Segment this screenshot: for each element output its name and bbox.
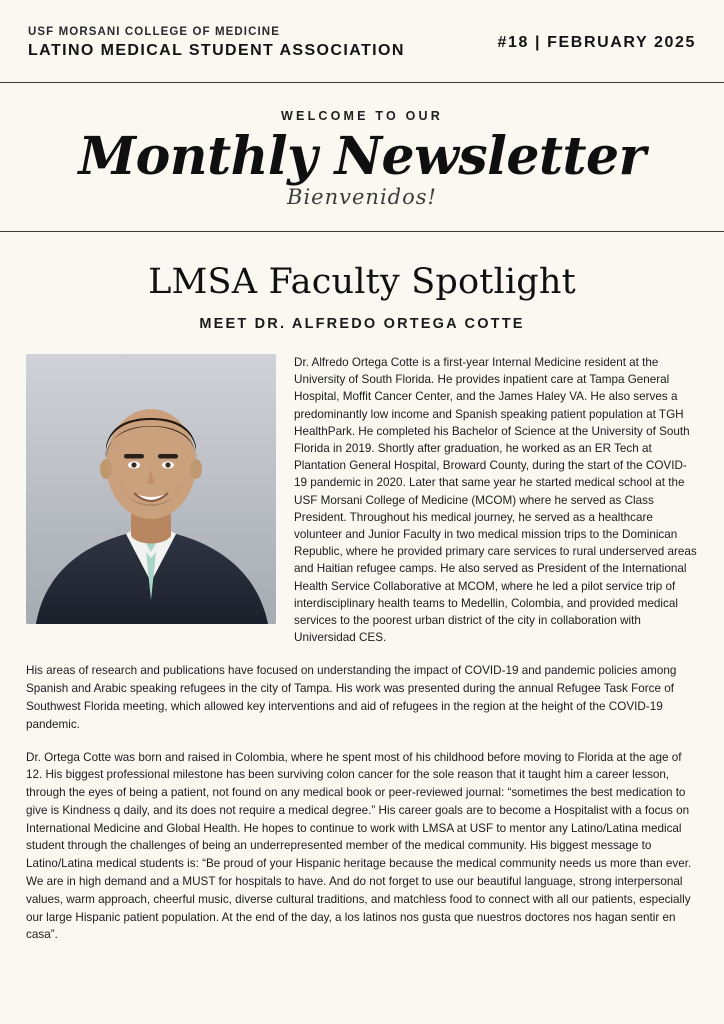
masthead bbox=[0, 0, 724, 83]
brand-line-association: LATINO MEDICAL STUDENT ASSOCIATION bbox=[28, 42, 405, 59]
intro-paragraph: Dr. Alfredo Ortega Cotte is a first-year Internal Medicine resident at the University of South Florida. He provides inpatient care at Tampa General Hospital, Moffit Cancer Center, and the James Haley VA. He also serves a predominantly low income and Spanish speaking patient population at TGH HealthPark. He completed his Bachelor of Science at the University of South Florida in 2019. Shortly after graduation, he worked as an ER Tech at Plantation General Hospital, Broward County, during the start of the COVID-19 pandemic in 2020. Later that same year he started medical school at the USF Morsani College of Medicine (MCOM) where he served as Class President. Throughout his medical journey, he served as a healthcare volunteer and Junior Faculty in two medical mission trips to the Dominican Republic, where he provided primary care services to rural underserved areas and Haitian refugee camps. He also served as President of the International Health Service Collaborative at MCOM, where he led a pilot service trip of interdisciplinary health teams to Medellin, Colombia, and provided medical services to the poorest urban district of the city in collaboration with Universidad CES. bbox=[294, 356, 697, 645]
portrait-image bbox=[26, 354, 276, 624]
organization-brand bbox=[28, 26, 405, 60]
article-subtitle: MEET DR. ALFREDO ORTEGA COTTE bbox=[199, 316, 525, 332]
body-paragraph-3: Dr. Ortega Cotte was born and raised in Colombia, where he spent most of his childhood before moving to Florida at the age of 12. His biggest professional milestone has been surviving colon cancer for the sole reason that it taught him a career lesson, through the eyes of being a patient, not found on any medical book or peer-reviewed journal: “sometimes the best medication to give is Kindness q daily, and its does not require a medical degree.” His career goals are to become a Hospitalist with a focus on International Medicine and Global Health. He hopes to continue to work with LMSA at USF to mentor any Latino/Latina medical student through the challenges of being an underrepresented member of the medical community. His biggest message to Latino/Latina medical students is: “Be proud of your Hispanic heritage because the medical community needs us more than ever. We are in high demand and a MUST for hospitals to have. And do not forget to use our beautiful language, strong interpersonal values, warm approach, cheerful music, diverse cultural traditions, and matchless food to connect with all our patients, especially our large Hispanic patient population. At the end of the day, a los latinos nos gusta que nuestros doctores nos hagan sentir en casa”. bbox=[26, 750, 692, 942]
welcome-kicker: WELCOME TO OUR bbox=[281, 109, 443, 123]
welcome-script-text: Bienvenidos! bbox=[287, 185, 437, 209]
newsletter-title: Monthly Newsletter bbox=[78, 126, 646, 187]
body-paragraph-2: His areas of research and publications have focused on understanding the impact of COVID-19 and pandemic policies among Spanish and Arabic speaking refugees in the city of Tampa. His work was presented during the annual Refugee Task Force of Southwest Florida meeting, which allowed key interventions and aid of refugees in the region at the height of the COVID-19 pandemic. bbox=[26, 664, 677, 731]
bottom-spacer bbox=[26, 944, 698, 960]
intro-block bbox=[26, 354, 698, 646]
article-section bbox=[0, 232, 724, 960]
welcome-band bbox=[0, 83, 724, 232]
article-title: LMSA Faculty Spotlight bbox=[148, 262, 576, 302]
issue-date-label: #18 | FEBRUARY 2025 bbox=[497, 34, 696, 51]
brand-line-college: USF MORSANI COLLEGE OF MEDICINE bbox=[28, 26, 280, 38]
